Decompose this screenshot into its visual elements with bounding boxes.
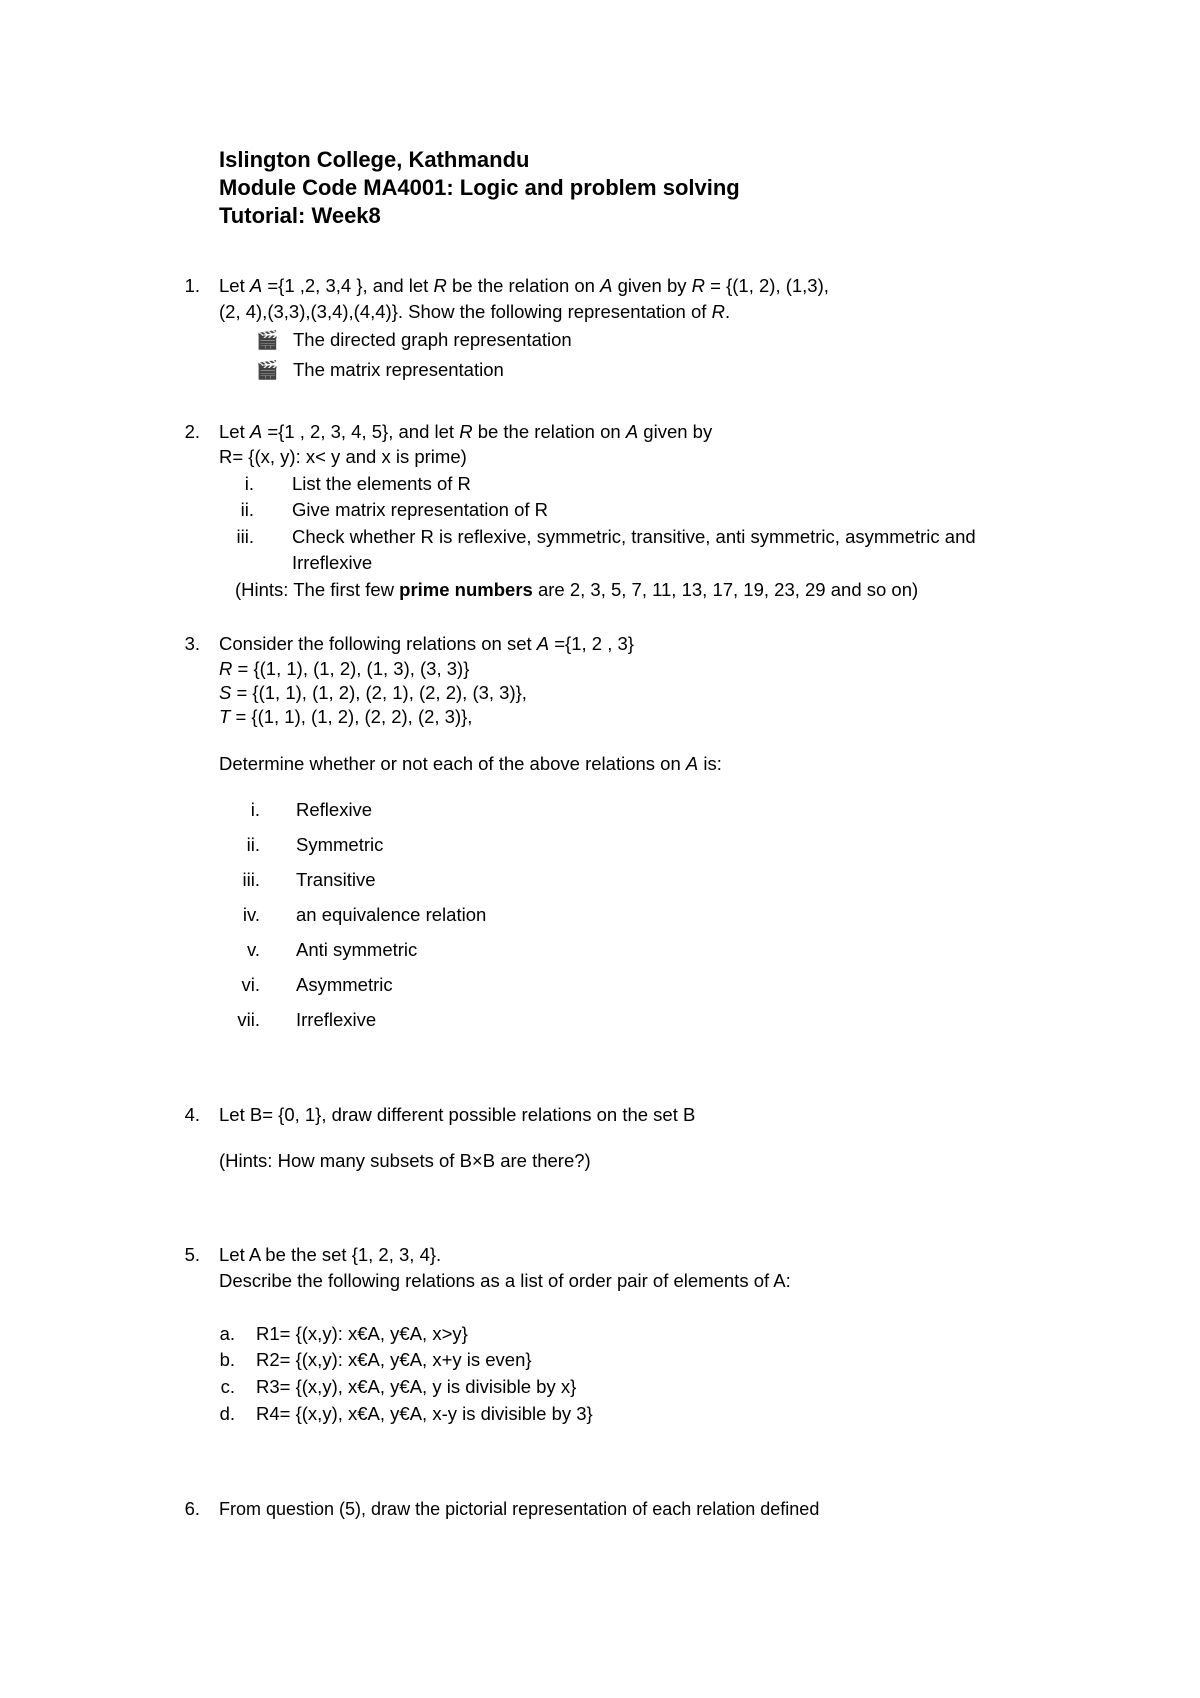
- q2-line2: R= {(x, y): x< y and x is prime): [219, 446, 467, 467]
- q2-item: Check whether R is reflexive, symmetric, transitive, anti symmetric, asymmetric and: [292, 526, 976, 547]
- q5-line1: Let A be the set {1, 2, 3, 4}.: [219, 1244, 442, 1265]
- q6-line1: From question (5), draw the pictorial representation of each relation defined: [219, 1499, 820, 1519]
- q1-line2: (2, 4),(3,3),(3,4),(4,4)}. Show the following representation of R.: [219, 301, 731, 322]
- tutorial-week: Tutorial: Week8: [219, 203, 381, 228]
- q3-item-num: v.: [246, 939, 260, 960]
- q2-hint: (Hints: The first few prime numbers are 2, 3, 5, 7, 11, 13, 17, 19, 23, 29 and so on): [235, 579, 919, 600]
- q3-relation-t: T = {(1, 1), (1, 2), (2, 2), (2, 3)},: [219, 706, 473, 727]
- q3-number: 3.: [184, 633, 200, 654]
- q3-determine: Determine whether or not each of the above relations on A is:: [219, 753, 722, 774]
- q4-line1: Let B= {0, 1}, draw different possible relations on the set B: [219, 1104, 696, 1125]
- q5-item-letter: d.: [219, 1403, 235, 1424]
- q1-bullet-1: The directed graph representation: [293, 329, 572, 350]
- q3-item: Symmetric: [296, 834, 384, 855]
- q5-item: R1= {(x,y): x€A, y€A, x>y}: [256, 1323, 468, 1344]
- q2-item: Give matrix representation of R: [292, 499, 549, 520]
- q1-line1: Let A ={1 ,2, 3,4 }, and let R be the relation on A given by R = {(1, 2), (1,3),: [219, 275, 829, 296]
- q2-number: 2.: [184, 421, 200, 442]
- q1-bullet-2: The matrix representation: [293, 359, 504, 380]
- q2-item-num: ii.: [240, 499, 254, 520]
- q3-item-num: vi.: [241, 974, 260, 995]
- q3-item: Reflexive: [296, 799, 373, 820]
- q4-number: 4.: [184, 1104, 200, 1125]
- college-name: Islington College, Kathmandu: [219, 147, 530, 172]
- q2-item-continued: Irreflexive: [292, 552, 373, 573]
- q3-intro: Consider the following relations on set A ={1, 2 , 3}: [219, 633, 634, 654]
- q3-item-num: ii.: [246, 834, 260, 855]
- q5-item-letter: b.: [219, 1349, 235, 1370]
- q4-hint: (Hints: How many subsets of B×B are there?): [219, 1150, 591, 1171]
- q3-item: Anti symmetric: [296, 939, 418, 960]
- q1-number: 1.: [184, 275, 200, 296]
- q2-line1: Let A ={1 , 2, 3, 4, 5}, and let R be the relation on A given by: [219, 421, 713, 442]
- q2-item-num: iii.: [236, 526, 254, 547]
- q5-item-letter: c.: [220, 1376, 235, 1397]
- q5-item: R4= {(x,y), x€A, y€A, x-y is divisible by 3}: [256, 1403, 593, 1424]
- q2-item: List the elements of R: [292, 473, 471, 494]
- q3-relation-r: R = {(1, 1), (1, 2), (1, 3), (3, 3)}: [219, 658, 470, 679]
- q5-item-letter: a.: [219, 1323, 235, 1344]
- q6-number: 6.: [184, 1498, 200, 1519]
- q3-relation-s: S = {(1, 1), (1, 2), (2, 1), (2, 2), (3, 3)},: [219, 682, 527, 703]
- module-title: Module Code MA4001: Logic and problem solving: [219, 175, 740, 200]
- q5-number: 5.: [184, 1244, 200, 1265]
- q3-item-num: iii.: [242, 869, 260, 890]
- q2-item-num: i.: [244, 473, 254, 494]
- q5-item: R3= {(x,y), x€A, y€A, y is divisible by x}: [256, 1376, 577, 1397]
- q3-item: Asymmetric: [296, 974, 393, 995]
- q3-item: Transitive: [296, 869, 376, 890]
- q3-item-num: iv.: [242, 904, 260, 925]
- clapperboard-icon: 🎬: [256, 330, 279, 350]
- q3-item: an equivalence relation: [296, 904, 487, 925]
- q3-item-num: vii.: [237, 1009, 260, 1030]
- q3-item: Irreflexive: [296, 1009, 377, 1030]
- q5-line2: Describe the following relations as a list of order pair of elements of A:: [219, 1270, 791, 1291]
- clapperboard-icon: 🎬: [256, 360, 279, 380]
- q5-item: R2= {(x,y): x€A, y€A, x+y is even}: [256, 1349, 532, 1370]
- q3-item-num: i.: [250, 799, 260, 820]
